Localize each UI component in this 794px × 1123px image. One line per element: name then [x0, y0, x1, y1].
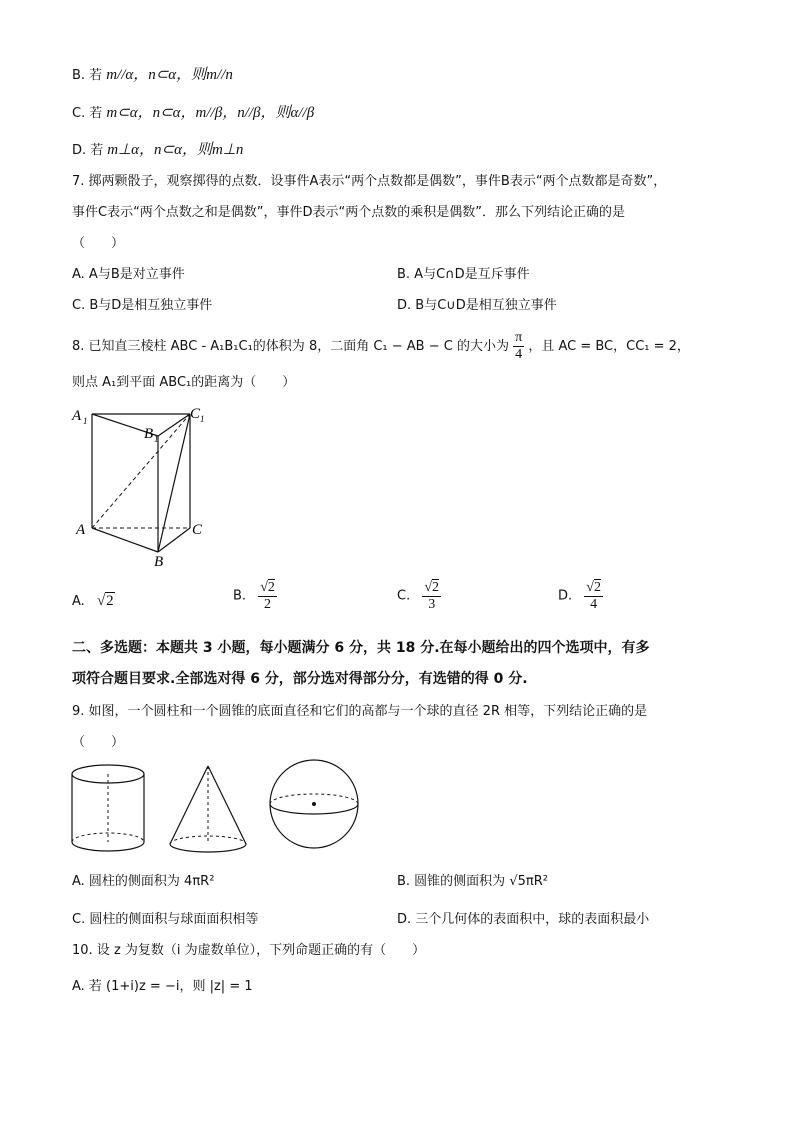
- q8-option-d: [558, 580, 603, 613]
- label-a1-sub: 1: [83, 416, 88, 426]
- label-c: C: [192, 522, 203, 538]
- q9-option-b: B. 圆锥的侧面积为 √5πR²: [397, 874, 548, 889]
- q7-option-d: D. B与C∪D是相互独立事件: [397, 298, 557, 313]
- q8-option-d-radicand: 2: [593, 580, 601, 595]
- q9-option-a: A. 圆柱的侧面积为 4πR²: [72, 874, 215, 889]
- q8-frac-den: 4: [515, 347, 523, 362]
- q8-option-c: [397, 580, 441, 613]
- cylinder-figure: [68, 762, 158, 862]
- q9-stem-line1: 9. 如图，一个圆柱和一个圆锥的底面直径和它们的高都与一个球的直径 2R 相等，下列结论正确的是: [72, 704, 648, 719]
- q8-stem-part1: 8. 已知直三棱柱 ABC - A₁B₁C₁的体积为 8，二面角 C₁ − AB − C 的大小为: [72, 339, 509, 354]
- q8-stem-line2: 则点 A₁到平面 ABC₁的距离为（ ）: [72, 375, 296, 390]
- q10-stem: 10. 设 z 为复数（i 为虚数单位），下列命题正确的有（ ）: [72, 943, 426, 958]
- section2-header-line2: 项符合题目要求.全部选对得 6 分，部分选对得部分分，有选错的得 0 分.: [72, 671, 528, 687]
- q9-answer-paren: （ ）: [72, 735, 125, 750]
- q8-option-c-label: C.: [397, 588, 411, 604]
- q9-option-d: D. 三个几何体的表面积中，球的表面积最小: [397, 912, 650, 927]
- label-a1: A: [72, 408, 82, 424]
- q8-option-a: [72, 592, 115, 611]
- q6-option-d: [72, 141, 243, 160]
- q8-option-b-den: 2: [264, 597, 272, 612]
- label-b: B: [154, 554, 164, 570]
- q8-option-d-label: D.: [558, 588, 573, 604]
- label-a: A: [76, 522, 86, 538]
- q7-answer-paren: （ ）: [72, 236, 125, 251]
- label-c1-sub: 1: [200, 414, 205, 424]
- q8-option-d-den: 4: [590, 597, 598, 612]
- q8-option-a-radicand: 2: [106, 593, 114, 609]
- label-c1: C: [190, 406, 201, 422]
- q6-option-c-text: m⊂α，n⊂α，m//β，n//β，则α//β: [106, 105, 315, 121]
- sphere-figure: [266, 762, 366, 862]
- label-b1: B: [144, 426, 154, 442]
- q8-option-a-label: A.: [72, 594, 85, 609]
- q10-option-a: A. 若 (1+i)z = −i，则 |z| = 1: [72, 979, 253, 994]
- q8-option-b: [233, 580, 277, 613]
- q6-option-d-label: D. 若: [72, 143, 104, 158]
- q8-option-b-num: √2: [260, 580, 275, 595]
- q7-stem-line2: 事件C表示“两个点数之和是偶数”，事件D表示“两个点数的乘积是偶数”．那么下列结论正确的是: [72, 205, 626, 220]
- cone-figure: [166, 762, 256, 862]
- q8-angle-fraction: [513, 330, 524, 363]
- q7-option-c: C. B与D是相互独立事件: [72, 298, 213, 313]
- q8-option-b-frac: [258, 580, 277, 613]
- q6-option-b-text: m//α，n⊂α，则m//n: [106, 67, 233, 83]
- q8-option-c-den: 3: [428, 597, 436, 612]
- q8-option-d-frac: [584, 580, 603, 613]
- q8-option-c-num: √2: [424, 580, 440, 595]
- section2-header-line1: 二、多选题：本题共 3 小题，每小题满分 6 分，共 18 分.在每小题给出的四个选项中，有多: [72, 640, 650, 656]
- q8-option-c-radicand: 2: [432, 580, 440, 595]
- q8-option-c-frac: [422, 580, 441, 613]
- q6-option-b-label: B. 若: [72, 68, 103, 83]
- q8-stem-line1: [72, 330, 690, 363]
- q8-option-b-radicand: 2: [267, 580, 275, 595]
- q8-option-d-num: √2: [586, 580, 601, 595]
- q8-stem-part2: ，且 AC = BC，CC₁ = 2，: [528, 339, 690, 354]
- q6-option-c: [72, 104, 314, 123]
- q8-frac-num: π: [515, 330, 523, 345]
- q8-option-a-value: √2: [96, 593, 114, 609]
- q7-option-b: B. A与C∩D是互斥事件: [397, 267, 530, 282]
- prism-figure: [70, 402, 210, 572]
- q6-option-b: [72, 66, 233, 85]
- q6-option-c-label: C. 若: [72, 106, 103, 121]
- q8-option-b-label: B.: [233, 588, 247, 604]
- q6-option-d-text: m⊥α，n⊂α，则m⊥n: [107, 142, 244, 158]
- label-b1-sub: 1: [154, 434, 159, 444]
- q7-stem-line1: 7. 掷两颗骰子，观察掷得的点数．设事件A表示“两个点数都是偶数”，事件B表示“两个点数都是奇数”，: [72, 174, 667, 189]
- q7-option-a: A. A与B是对立事件: [72, 267, 185, 282]
- q9-option-c: C. 圆柱的侧面积与球面面积相等: [72, 912, 259, 927]
